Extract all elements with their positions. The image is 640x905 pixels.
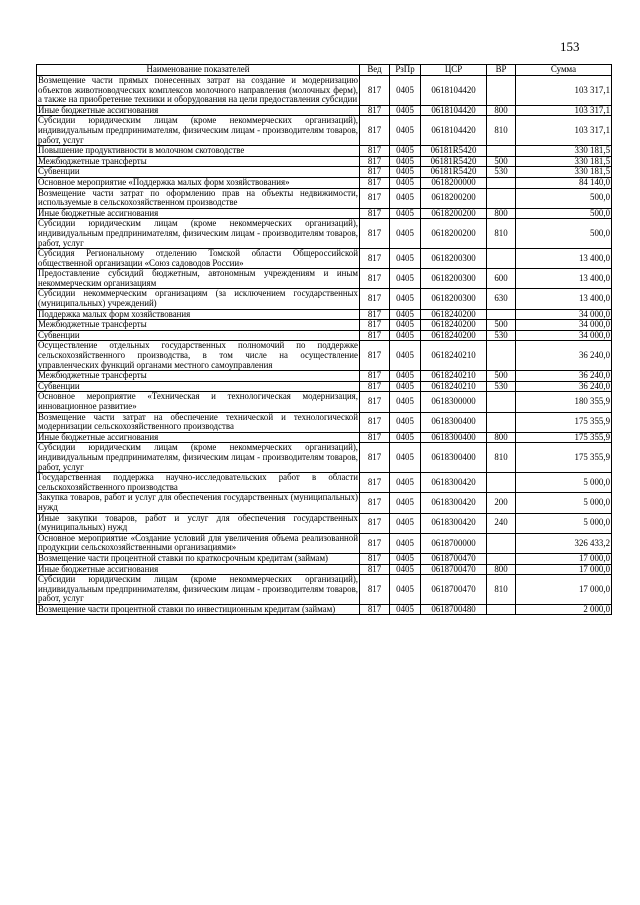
cell-rzpr: 0405: [390, 208, 421, 219]
cell-rzpr: 0405: [390, 513, 421, 533]
cell-csr: 0618300420: [421, 493, 487, 513]
cell-ved: 817: [360, 309, 390, 320]
cell-rzpr: 0405: [390, 269, 421, 289]
cell-rzpr: 0405: [390, 177, 421, 188]
page-number: 153: [560, 39, 580, 54]
header-vr: ВР: [487, 65, 516, 76]
header-csr: ЦСР: [421, 65, 487, 76]
cell-csr: 0618240200: [421, 320, 487, 331]
cell-sum: 103 317,1: [516, 76, 612, 106]
cell-vr: 530: [487, 381, 516, 392]
cell-ved: 817: [360, 116, 390, 146]
cell-csr: 06181R5420: [421, 167, 487, 178]
cell-sum: 13 400,0: [516, 269, 612, 289]
cell-name: Закупка товаров, работ и услуг для обеспечения государственных (муниципальных) нужд: [38, 492, 358, 512]
cell-vr: [487, 249, 516, 269]
cell-name: Иные закупки товаров, работ и услуг для обеспечения государственных (муниципальных) нужд: [38, 512, 358, 533]
cell-ved: 817: [360, 392, 390, 412]
cell-rzpr: 0405: [390, 443, 421, 473]
table-row: [37, 493, 612, 513]
cell-name: Субвенции: [37, 167, 360, 178]
cell-ved: 817: [360, 513, 390, 533]
cell-sum: 17 000,0: [516, 575, 612, 605]
cell-vr: [487, 553, 516, 564]
cell-name: Возмещение части прямых понесенных затрат на создание и модернизацию объектов животноводческих комплексов молочного направления (молочных ферм), а также на приобретение техники и оборудования на цели предоставления субсидии: [38, 75, 358, 105]
cell-vr: [487, 604, 516, 615]
cell-ved: 817: [360, 177, 390, 188]
cell-rzpr: 0405: [390, 341, 421, 371]
cell-csr: 0618240200: [421, 330, 487, 341]
table-row: [37, 167, 612, 178]
header-rzpr: РзПр: [390, 65, 421, 76]
cell-name: Государственная поддержка научно-исследовательских работ в области сельскохозяйственного производства: [38, 472, 358, 492]
cell-csr: 0618300420: [421, 473, 487, 493]
cell-vr: 800: [487, 432, 516, 443]
cell-sum: 17 000,0: [516, 564, 612, 575]
cell-name: Субсидии юридическим лицам (кроме некоммерческих организаций), индивидуальным предпринимателям, физическим лицам - производителям товаров, работ, услуг: [38, 574, 358, 604]
cell-csr: 0618200200: [421, 188, 487, 208]
cell-csr: 0618300420: [421, 513, 487, 533]
cell-vr: 500: [487, 320, 516, 331]
cell-rzpr: 0405: [390, 392, 421, 412]
cell-sum: 34 000,0: [516, 320, 612, 331]
cell-name: Субсидии юридическим лицам (кроме некоммерческих организаций), индивидуальным предпринимателям, физическим лицам - производителям товаров, работ, услуг: [38, 218, 358, 248]
table-row: [37, 76, 612, 106]
cell-csr: 06181R5420: [421, 146, 487, 157]
cell-sum: 13 400,0: [516, 289, 612, 309]
cell-sum: 5 000,0: [516, 473, 612, 493]
cell-csr: 0618240200: [421, 309, 487, 320]
table-row: [37, 188, 612, 208]
cell-sum: 34 000,0: [516, 330, 612, 341]
cell-csr: 0618700000: [421, 533, 487, 553]
cell-rzpr: 0405: [390, 249, 421, 269]
cell-rzpr: 0405: [390, 188, 421, 208]
cell-rzpr: 0405: [390, 381, 421, 392]
cell-ved: 817: [360, 443, 390, 473]
cell-csr: 0618700470: [421, 564, 487, 575]
cell-sum: 500,0: [516, 188, 612, 208]
table-body: [37, 76, 612, 615]
cell-name: Иные бюджетные ассигнования: [37, 432, 360, 443]
cell-sum: 175 355,9: [516, 412, 612, 432]
cell-csr: 0618300000: [421, 392, 487, 412]
cell-csr: 0618240210: [421, 371, 487, 382]
cell-name: Субвенции: [37, 381, 360, 392]
table-row: [37, 553, 612, 564]
cell-vr: [487, 309, 516, 320]
header-ved: Вед: [360, 65, 390, 76]
table-row: [37, 156, 612, 167]
cell-name: Субсидии некоммерческим организациям (за исключением государственных (муниципальных) учреждений): [38, 288, 358, 309]
table-row: [37, 269, 612, 289]
cell-rzpr: 0405: [390, 146, 421, 157]
cell-rzpr: 0405: [390, 219, 421, 249]
cell-csr: 0618240210: [421, 381, 487, 392]
cell-ved: 817: [360, 432, 390, 443]
cell-rzpr: 0405: [390, 604, 421, 615]
cell-csr: 0618200300: [421, 249, 487, 269]
header-name: Наименование показателей: [37, 65, 360, 76]
cell-rzpr: 0405: [390, 116, 421, 146]
cell-ved: 817: [360, 105, 390, 116]
cell-sum: 103 317,1: [516, 116, 612, 146]
cell-vr: [487, 76, 516, 106]
cell-ved: 817: [360, 269, 390, 289]
cell-ved: 817: [360, 188, 390, 208]
cell-vr: 810: [487, 219, 516, 249]
cell-sum: 2 000,0: [516, 604, 612, 615]
cell-ved: 817: [360, 473, 390, 493]
cell-csr: 06181R5420: [421, 156, 487, 167]
cell-rzpr: 0405: [390, 493, 421, 513]
cell-csr: 0618300400: [421, 412, 487, 432]
cell-sum: 36 240,0: [516, 381, 612, 392]
cell-sum: 330 181,5: [516, 167, 612, 178]
table-row: [37, 219, 612, 249]
table-header-row: [37, 65, 612, 76]
cell-rzpr: 0405: [390, 167, 421, 178]
cell-name: Повышение продуктивности в молочном скотоводстве: [37, 146, 360, 157]
cell-name: Возмещение части процентной ставки по краткосрочным кредитам (займам): [37, 553, 360, 564]
cell-ved: 817: [360, 553, 390, 564]
cell-rzpr: 0405: [390, 330, 421, 341]
cell-sum: 34 000,0: [516, 309, 612, 320]
cell-ved: 817: [360, 533, 390, 553]
cell-ved: 817: [360, 146, 390, 157]
table-row: [37, 432, 612, 443]
table-row: [37, 105, 612, 116]
cell-ved: 817: [360, 320, 390, 331]
cell-vr: 800: [487, 105, 516, 116]
cell-ved: 817: [360, 289, 390, 309]
cell-sum: 36 240,0: [516, 371, 612, 382]
cell-ved: 817: [360, 330, 390, 341]
cell-sum: 36 240,0: [516, 341, 612, 371]
cell-sum: 175 355,9: [516, 443, 612, 473]
cell-name: Основное мероприятие «Создание условий для увеличения объема реализованной продукции сельскохозяйственными организациями»: [38, 532, 358, 553]
cell-name: Осуществление отдельных государственных полномочий по поддержке сельскохозяйственного производства, в том числе на осуществление управленческих функций органами местного самоуправления: [38, 340, 358, 370]
cell-vr: 500: [487, 156, 516, 167]
cell-csr: 0618200000: [421, 177, 487, 188]
cell-ved: 817: [360, 219, 390, 249]
table-row: [37, 249, 612, 269]
cell-vr: [487, 188, 516, 208]
cell-rzpr: 0405: [390, 564, 421, 575]
cell-csr: 0618300400: [421, 443, 487, 473]
cell-sum: 84 140,0: [516, 177, 612, 188]
cell-vr: [487, 341, 516, 371]
cell-vr: [487, 533, 516, 553]
cell-name: Возмещение части процентной ставки по инвестиционным кредитам (займам): [37, 604, 360, 615]
cell-sum: 326 433,2: [516, 533, 612, 553]
cell-ved: 817: [360, 493, 390, 513]
cell-rzpr: 0405: [390, 105, 421, 116]
table-row: [37, 564, 612, 575]
cell-rzpr: 0405: [390, 575, 421, 605]
cell-vr: 530: [487, 167, 516, 178]
cell-csr: 0618104420: [421, 76, 487, 106]
table-row: [37, 177, 612, 188]
cell-name: Иные бюджетные ассигнования: [37, 564, 360, 575]
cell-csr: 0618104420: [421, 116, 487, 146]
cell-csr: 0618200300: [421, 269, 487, 289]
table-row: [37, 320, 612, 331]
cell-vr: [487, 412, 516, 432]
table-row: [37, 533, 612, 553]
cell-ved: 817: [360, 564, 390, 575]
cell-sum: 103 317,1: [516, 105, 612, 116]
table-row: [37, 513, 612, 533]
table-row: [37, 208, 612, 219]
cell-rzpr: 0405: [390, 371, 421, 382]
cell-name: Предоставление субсидий бюджетным, автономным учреждениям и иным некоммерческим организациям: [38, 268, 358, 288]
cell-name: Субсидии юридическим лицам (кроме некоммерческих организаций), индивидуальным предпринимателям, физическим лицам - производителям товаров, работ, услуг: [38, 442, 358, 472]
table-row: [37, 371, 612, 382]
cell-vr: [487, 473, 516, 493]
cell-ved: 817: [360, 604, 390, 615]
cell-csr: 0618200300: [421, 289, 487, 309]
budget-table: [36, 64, 612, 615]
table-row: [37, 309, 612, 320]
cell-vr: 500: [487, 371, 516, 382]
cell-name: Иные бюджетные ассигнования: [37, 105, 360, 116]
header-sum: Сумма: [516, 65, 612, 76]
cell-vr: 240: [487, 513, 516, 533]
cell-name: Возмещение части затрат по оформлению прав на объекты недвижимости, используемые в сельскохозяйственном производстве: [38, 187, 358, 208]
table-row: [37, 341, 612, 371]
cell-ved: 817: [360, 371, 390, 382]
cell-name: Межбюджетные трансферты: [37, 156, 360, 167]
cell-vr: [487, 146, 516, 157]
cell-csr: 0618300400: [421, 432, 487, 443]
table-row: [37, 392, 612, 412]
cell-ved: 817: [360, 156, 390, 167]
cell-sum: 13 400,0: [516, 249, 612, 269]
cell-csr: 0618200200: [421, 219, 487, 249]
cell-vr: 630: [487, 289, 516, 309]
cell-vr: 800: [487, 564, 516, 575]
cell-rzpr: 0405: [390, 432, 421, 443]
cell-csr: 0618700470: [421, 575, 487, 605]
table-row: [37, 443, 612, 473]
cell-name: Субсидия Региональному отделению Томской области Общероссийской общественной организации «Союз садоводов России»: [38, 248, 358, 268]
cell-rzpr: 0405: [390, 473, 421, 493]
cell-sum: 5 000,0: [516, 493, 612, 513]
cell-rzpr: 0405: [390, 412, 421, 432]
cell-sum: 500,0: [516, 208, 612, 219]
cell-ved: 817: [360, 167, 390, 178]
cell-ved: 817: [360, 76, 390, 106]
cell-name: Поддержка малых форм хозяйствования: [37, 309, 360, 320]
cell-rzpr: 0405: [390, 156, 421, 167]
cell-ved: 817: [360, 575, 390, 605]
table-row: [37, 412, 612, 432]
cell-vr: 810: [487, 443, 516, 473]
cell-sum: 330 181,5: [516, 146, 612, 157]
cell-vr: 530: [487, 330, 516, 341]
cell-csr: 0618240210: [421, 341, 487, 371]
cell-rzpr: 0405: [390, 320, 421, 331]
cell-vr: 200: [487, 493, 516, 513]
cell-ved: 817: [360, 341, 390, 371]
cell-name: Субвенции: [37, 330, 360, 341]
table-row: [37, 330, 612, 341]
cell-name: Основное мероприятие «Техническая и технологическая модернизация, инновационное развитие»: [38, 391, 358, 411]
cell-name: Межбюджетные трансферты: [37, 371, 360, 382]
cell-name: Субсидии юридическим лицам (кроме некоммерческих организаций), индивидуальным предпринимателям, физическим лицам - производителям товаров, работ, услуг: [38, 115, 358, 145]
table-row: [37, 473, 612, 493]
cell-sum: 500,0: [516, 219, 612, 249]
cell-sum: 5 000,0: [516, 513, 612, 533]
cell-csr: 0618700470: [421, 553, 487, 564]
cell-vr: 600: [487, 269, 516, 289]
cell-sum: 330 181,5: [516, 156, 612, 167]
cell-sum: 17 000,0: [516, 553, 612, 564]
cell-name: Основное мероприятие «Поддержка малых форм хозяйствования»: [37, 177, 360, 188]
cell-vr: 810: [487, 575, 516, 605]
table-row: [37, 289, 612, 309]
table-row: [37, 604, 612, 615]
cell-vr: [487, 177, 516, 188]
table-row: [37, 146, 612, 157]
cell-name: Межбюджетные трансферты: [37, 320, 360, 331]
cell-ved: 817: [360, 412, 390, 432]
cell-vr: 800: [487, 208, 516, 219]
cell-vr: 810: [487, 116, 516, 146]
cell-csr: 0618200200: [421, 208, 487, 219]
cell-ved: 817: [360, 249, 390, 269]
cell-ved: 817: [360, 381, 390, 392]
cell-rzpr: 0405: [390, 533, 421, 553]
table-row: [37, 575, 612, 605]
cell-ved: 817: [360, 208, 390, 219]
cell-csr: 0618700480: [421, 604, 487, 615]
cell-rzpr: 0405: [390, 309, 421, 320]
cell-name: Возмещение части затрат на обеспечение технической и технологической модернизации сельскохозяйственного производства: [38, 411, 358, 432]
cell-rzpr: 0405: [390, 289, 421, 309]
cell-sum: 175 355,9: [516, 432, 612, 443]
cell-vr: [487, 392, 516, 412]
cell-rzpr: 0405: [390, 553, 421, 564]
cell-sum: 180 355,9: [516, 392, 612, 412]
cell-name: Иные бюджетные ассигнования: [37, 208, 360, 219]
cell-csr: 0618104420: [421, 105, 487, 116]
table-row: [37, 116, 612, 146]
table-row: [37, 381, 612, 392]
cell-rzpr: 0405: [390, 76, 421, 106]
